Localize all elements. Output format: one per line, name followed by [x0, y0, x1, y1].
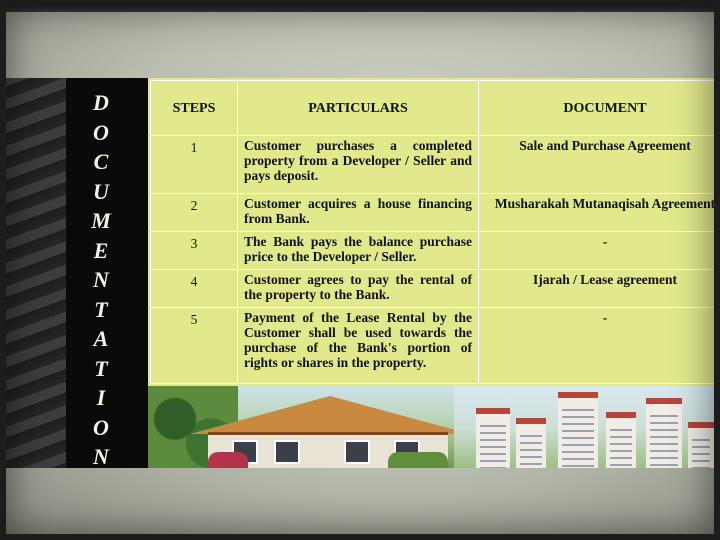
step-number: 3: [190, 236, 198, 251]
top-band: [0, 0, 720, 12]
document-cell: Musharakah Mutanaqisah Agreement: [479, 194, 720, 232]
document-cell: Sale and Purchase Agreement: [479, 136, 720, 194]
title-letter: N: [93, 267, 109, 292]
shrub: [388, 452, 448, 468]
step-cell: [151, 194, 238, 232]
table-row: [151, 270, 720, 308]
table-row: [151, 136, 720, 194]
header-particulars: PARTICULARS: [238, 81, 479, 136]
property-photo-strip: [148, 386, 720, 468]
title-letter: T: [94, 355, 108, 381]
table-row: [151, 308, 720, 384]
step-cell: [151, 136, 238, 194]
tower: [558, 392, 598, 468]
tower: [646, 398, 682, 468]
table-header-row: [151, 81, 720, 136]
step-number: 5: [190, 312, 198, 327]
title-letter: O: [93, 119, 109, 145]
particulars-cell: Customer agrees to pay the rental of the property to the Bank.: [238, 270, 479, 308]
vertical-title: [66, 88, 136, 472]
window: [274, 440, 300, 464]
apartment-towers-illustration: [454, 386, 720, 468]
title-letter: O: [93, 414, 109, 440]
title-letter: M: [91, 208, 111, 233]
step-number: 4: [190, 274, 198, 289]
document-cell: Ijarah / Lease agreement: [479, 270, 720, 308]
step-number: 1: [190, 140, 198, 155]
step-cell: [151, 270, 238, 308]
step-cell: [151, 232, 238, 270]
particulars-cell: Customer acquires a house financing from Bank.: [238, 194, 479, 232]
title-letter: I: [96, 385, 106, 410]
title-letter: T: [94, 296, 108, 322]
tower: [606, 412, 636, 468]
title-letter: U: [93, 178, 109, 204]
document-cell: -: [479, 232, 720, 270]
particulars-cell: Customer purchases a completed property from a Developer / Seller and pays deposit.: [238, 136, 479, 194]
particulars-cell: Payment of the Lease Rental by the Customer shall be used towards the purchase of the Bank's portion of rights or shares in the property.: [238, 308, 479, 384]
roof: [190, 396, 470, 434]
step-cell: [151, 308, 238, 384]
tower: [516, 418, 546, 468]
header-steps: STEPS: [151, 81, 238, 136]
header-document: DOCUMENT: [479, 81, 720, 136]
title-letter: N: [93, 444, 109, 469]
particulars-cell: The Bank pays the balance purchase price to the Developer / Seller.: [238, 232, 479, 270]
tower: [688, 422, 714, 468]
table-row: [151, 194, 720, 232]
title-letter: E: [93, 237, 109, 263]
step-number: 2: [190, 198, 198, 213]
flower-bush: [208, 452, 248, 468]
window: [344, 440, 370, 464]
title-letter: A: [93, 326, 109, 351]
title-letter: D: [93, 90, 109, 115]
title-letter: C: [93, 149, 109, 174]
table-row: [151, 232, 720, 270]
documentation-table: [150, 80, 720, 384]
tower: [476, 408, 510, 468]
document-cell: -: [479, 308, 720, 384]
